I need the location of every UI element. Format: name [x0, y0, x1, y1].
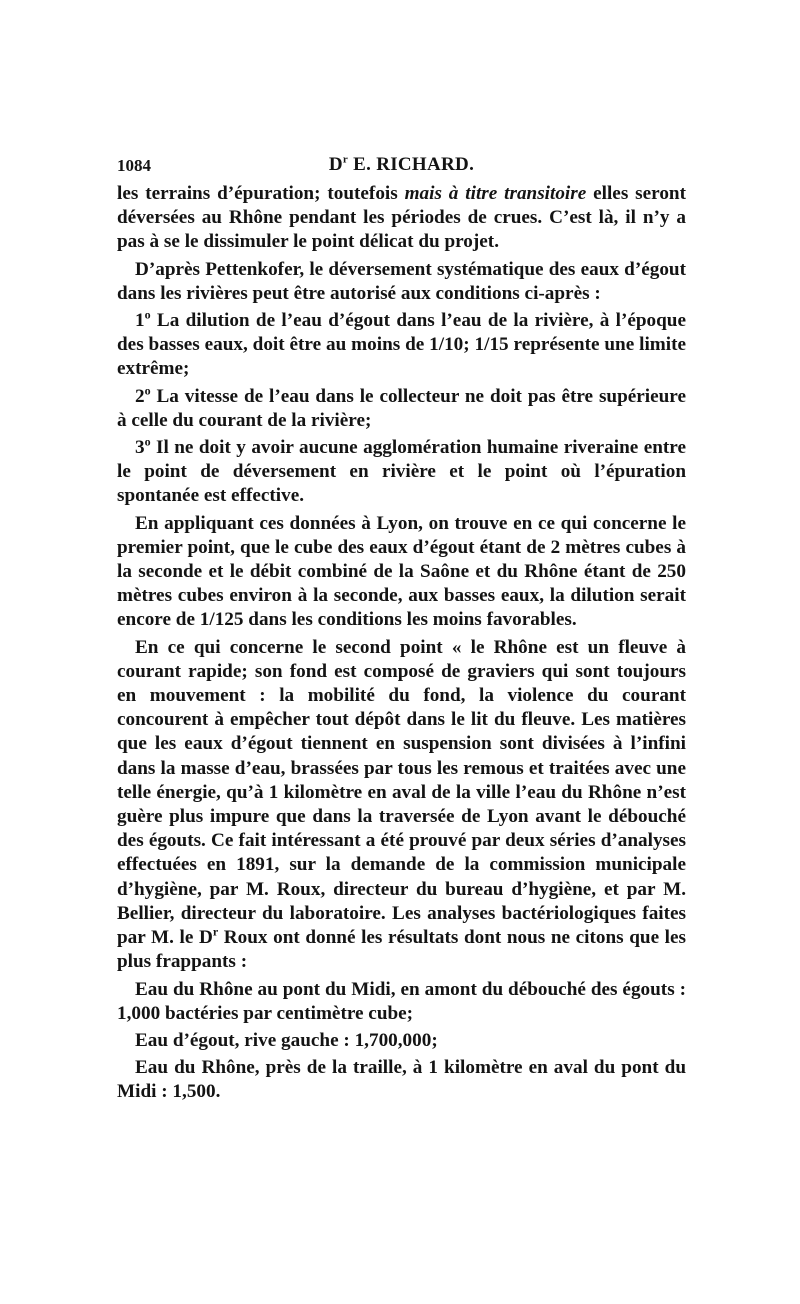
condition-3-text: Il ne doit y avoir aucune agglomération humaine riveraine entre le point de déversement en rivière et le point où l’épuration spontanée est effective. [117, 437, 686, 507]
condition-1-sup: o [144, 307, 151, 322]
condition-2-number: 2 [135, 385, 145, 407]
paragraph-1-text-b: elles seront déversées au Rhône pendant les périodes de crues. C’est là, il n’y a pas à se le dissimuler le point délicat du projet. [117, 183, 686, 253]
condition-2-sup: o [144, 383, 151, 398]
book-page [117, 152, 686, 1108]
author-name: E. RICHARD. [353, 154, 475, 175]
paragraph-rhone-text-b: Roux ont donné les résultats dont nous ne citons que les plus frappants : [117, 927, 686, 973]
condition-2 [117, 385, 686, 433]
paragraph-rhone-sup: r [212, 924, 219, 939]
result-3: Eau du Rhône, près de la traille, à 1 kilomètre en aval du pont du Midi : 1,500. [117, 1057, 686, 1103]
paragraph-rhone [117, 636, 686, 975]
condition-3-number: 3 [135, 437, 145, 459]
author-prefix: D [328, 154, 343, 175]
paragraph-rhone-text-a: En ce qui concerne le second point « le Rhône est un fleuve à courant rapide; son fond est composé de graviers qui sont toujours en mouvement : la mobilité du fond, la violence du courant concourent à empêcher tout dépôt dans le lit du fleuve. Les matières que les eaux d’égout tiennent en suspension sont divisées à l’infini dans la masse d’eau, brassées par tous les remous et traitées avec une telle énergie, qu’à 1 kilomètre en aval de la ville l’eau du Rhône n’est guère plus impure que dans la traversée de Lyon avant le débouché des égouts. Ce fait intéressant a été prouvé par deux séries d’analyses effectuées en 1891, sur la demande de la commission municipale d’hygiène, par M. Roux, directeur du bureau d’hygiène, et par M. Bellier, directeur du laboratoire. Les analyses bactériologiques faites par M. le D [117, 636, 686, 949]
condition-1-text: La dilution de l’eau d’égout dans l’eau de la rivière, à l’époque des basses eaux, doit être au moins de 1/10; 1/15 représente une limite extrême; [117, 310, 686, 380]
condition-3-sup: o [144, 434, 151, 449]
paragraph-1-italic: mais à titre transitoire [404, 183, 587, 204]
page-header [117, 152, 686, 182]
result-2: Eau d’égout, rive gauche : 1,700,000; [135, 1029, 438, 1051]
result-1: Eau du Rhône au pont du Midi, en amont du débouché des égouts : 1,000 bactéries par centimètre cube; [117, 978, 686, 1024]
page-number: 1084 [117, 156, 151, 175]
body-text [117, 182, 686, 1105]
condition-3 [117, 436, 686, 509]
condition-1-number: 1 [135, 310, 145, 332]
condition-2-text: La vitesse de l’eau dans le collecteur ne doit pas être supérieure à celle du courant de la rivière; [117, 385, 686, 431]
paragraph-1 [117, 182, 686, 255]
paragraph-2: D’après Pettenkofer, le déversement systématique des eaux d’égout dans les rivières peut être autorisé aux conditions ci-après : [117, 258, 686, 304]
running-head [117, 154, 686, 176]
paragraph-1-text-a: les terrains d’épuration; toutefois [117, 183, 405, 204]
author-sup: r [342, 153, 349, 166]
paragraph-lyon: En appliquant ces données à Lyon, on trouve en ce qui concerne le premier point, que le cube des eaux d’égout étant de 2 mètres cubes à la seconde et le débit combiné de la Saône et du Rhône étant de 250 mètres cubes environ à la seconde, aux basses eaux, la dilution serait encore de 1/125 dans les conditions les moins favorables. [117, 512, 686, 631]
condition-1 [117, 309, 686, 382]
